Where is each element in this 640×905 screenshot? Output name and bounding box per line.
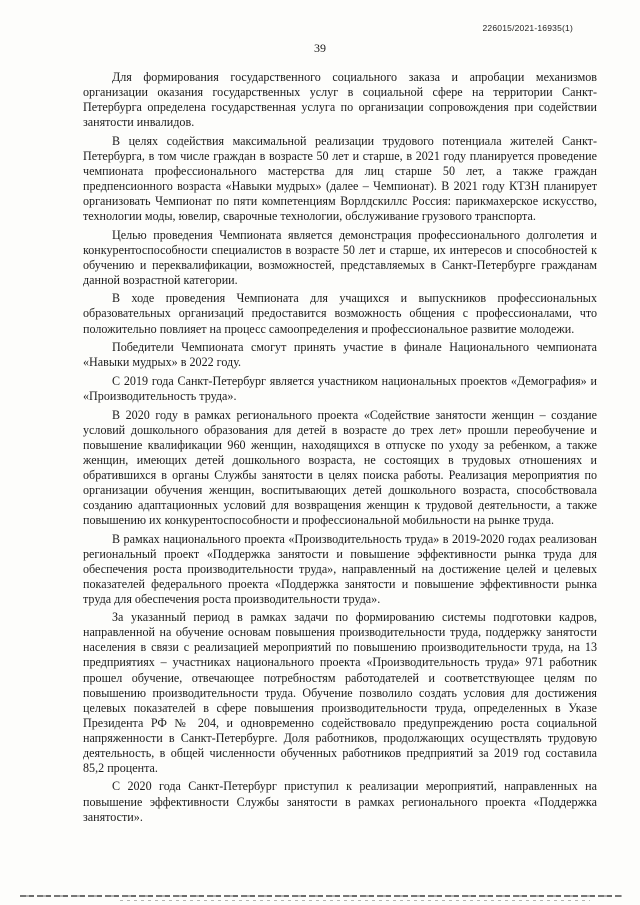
paragraph: С 2019 года Санкт-Петербург является участником национальных проектов «Демография» и «Производительность труда». xyxy=(83,373,597,403)
scan-artifact-line xyxy=(120,900,590,901)
paragraph: Для формирования государственного социального заказа и апробации механизмов организации оказания государственных услуг в социальной сфере на территории Санкт-Петербурга определена государственная услуга по организации сопровождения при содействии занятости инвалидов. xyxy=(83,70,597,130)
paragraph: В ходе проведения Чемпионата для учащихся и выпускников профессиональных образовательных организаций предоставится возможность общения с профессионалами, что положительно повлияет на процесс самоопределения и профессиональное развитие молодежи. xyxy=(83,291,597,336)
paragraph: В рамках национального проекта «Производительность труда» в 2019-2020 годах реализован региональный проект «Поддержка занятости и повышение эффективности рынка труда для обеспечения роста производительности труда», направленный на достижение целей и целевых показателей федерального проекта «Поддержка занятости и повышение эффективности рынка труда для обеспечения роста производительности труда». xyxy=(83,531,597,606)
page-number: 39 xyxy=(314,41,326,55)
paragraph: В целях содействия максимальной реализации трудового потенциала жителей Санкт-Петербурга, в том числе граждан в возрасте 50 лет и старше, в 2021 году планируется проведение чемпионата профессионального мастерства для лиц старше 50 лет, а также граждан предпенсионного возраста «Навыки мудрых» (далее – Чемпионат). В 2021 году КТЗН планирует организовать Чемпионат по пяти компетенциям Ворлдскиллс Россия: парикмахерское искусство, технологии моды, ювелир, сварочные технологии, обслуживание грузового транспорта. xyxy=(83,133,597,224)
paragraph: В 2020 году в рамках регионального проекта «Содействие занятости женщин – создание условий дошкольного образования для детей в возрасте до трех лет» прошли переобучение и повышение квалификации 960 женщин, находящихся в отпуске по уходу за ребенком, а также женщин, имеющих детей дошкольного возраста, не состоящих в трудовых отношениях и обратившихся в органы Службы занятости в целях поиска работы. Реализация мероприятия по организации обучения женщин, воспитывающих детей дошкольного возраста, способствовала созданию адаптационных условий для возвращения женщин к трудовой деятельности, а также повышению их конкурентоспособности и профессиональной мобильности на рынке труда. xyxy=(83,407,597,527)
paragraph: За указанный период в рамках задачи по формированию системы подготовки кадров, направленной на обучение основам повышения производительности труда, поддержку занятости населения в связи с реализацией мероприятий по повышению производительности труда, на 13 предприятиях – участниках национального проекта «Производительность труда» 971 работник прошел обучение, отвечающее потребностям работодателей и соответствующее целям по повышению производительности труда. Обучение позволило создать условия для достижения целевых показателей в сфере повышения производительности труда, определенных в Указе Президента РФ № 204, и одновременно содействовало предупреждению роста социальной напряженности в Санкт-Петербурге. Доля работников, продолжающих осуществлять трудовую деятельность, в общей численности обученных работников предприятий за 2019 год составила 85,2 процента. xyxy=(83,610,597,775)
paragraph: Победители Чемпионата смогут принять участие в финале Национального чемпионата «Навыки мудрых» в 2022 году. xyxy=(83,340,597,370)
document-id: 226015/2021-16935(1) xyxy=(482,23,573,33)
paragraph: Целью проведения Чемпионата является демонстрация профессионального долголетия и конкурентоспособности специалистов в возрасте 50 лет и старше, их интересов и способностей к обучению и переквалификации, возможностей, представляемых в Санкт-Петербурге гражданам данной возрастной категории. xyxy=(83,227,597,287)
paragraph: С 2020 года Санкт-Петербург приступил к реализации мероприятий, направленных на повышение эффективности Службы занятости в рамках регионального проекта «Поддержка занятости». xyxy=(83,779,597,824)
document-body xyxy=(83,70,597,828)
scan-artifact-line xyxy=(20,895,622,897)
